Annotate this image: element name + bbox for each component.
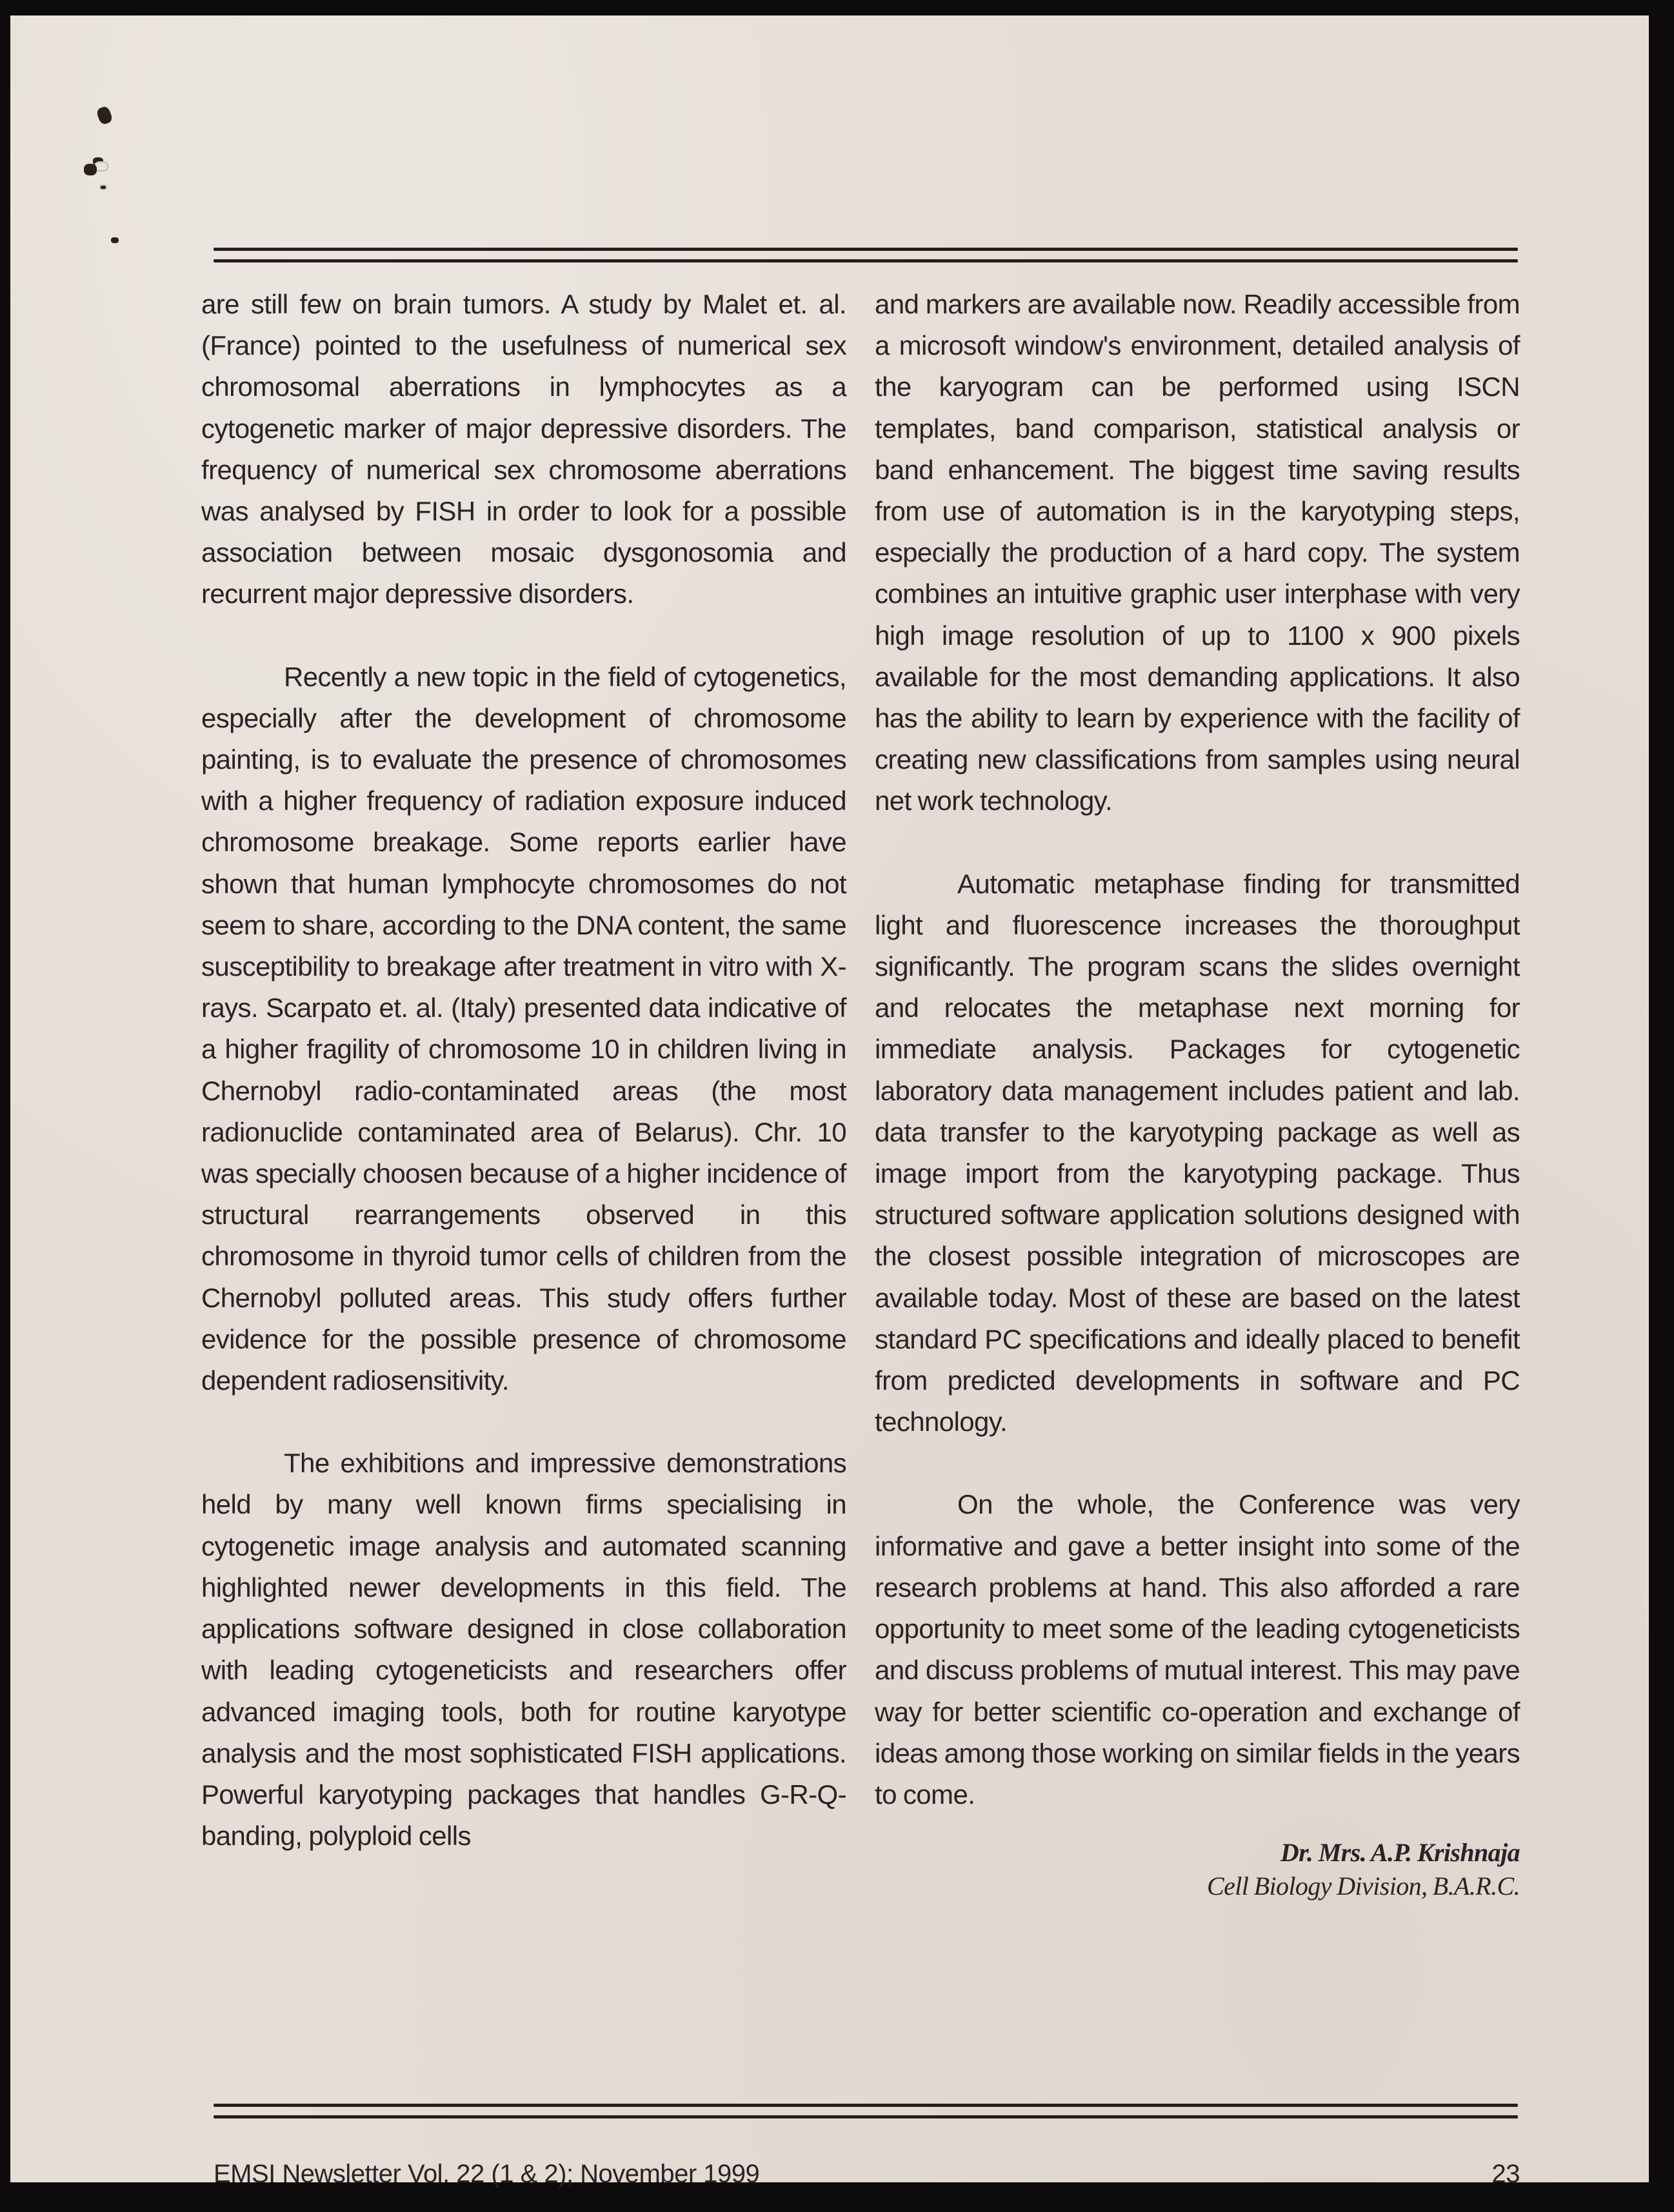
paragraph: Automatic metaphase finding for transmitted light and fluorescence increases the thoroughput significantly. The program scans the slides overnight and relocates the metaphase next morning for immediate analysis. Packages for cytogenetic laboratory data management includes patient and lab. data transfer to the karyotyping package as well as image import from the karyotyping package. Thus structured software application solutions designed with the closest possible integration of microscopes are available today. Most of these are based on the latest standard PC specifications and ideally placed to benefit from predicted developments in software and PC technology. bbox=[875, 868, 1520, 1437]
paper-damage-mark bbox=[99, 184, 107, 190]
footer-double-rule bbox=[214, 2104, 1518, 2118]
page-number: 23 bbox=[1491, 2160, 1520, 2188]
publication-info: EMSI Newsletter Vol. 22 (1 & 2); November 1999 bbox=[214, 2160, 760, 2188]
paragraph: are still few on brain tumors. A study by Malet et. al. (France) pointed to the usefulness of numerical sex chromosomal aberrations in lymphocytes as a cytogenetic marker of major depressive disorders. The frequency of numerical sex chromosome aberrations was analysed by FISH in order to look for a possible association between mosaic dysgonosomia and recurrent major depressive disorders. bbox=[201, 289, 846, 609]
page-footer bbox=[214, 2160, 1520, 2189]
paper-damage-mark bbox=[95, 105, 114, 125]
paragraph: On the whole, the Conference was very informative and gave a better insight into some of the research problems at hand. This also afforded a rare opportunity to meet some of the leading cytogeneticists and discuss problems of mutual interest. This may pave way for better scientific co-operation and exchange of ideas among those working on similar fields in the years to come. bbox=[875, 1489, 1520, 1810]
paper-damage-mark bbox=[84, 164, 97, 175]
rule-line bbox=[214, 259, 1518, 262]
left-column bbox=[201, 284, 846, 1898]
paragraph: and markers are available now. Readily accessible from a microsoft window's environment, detailed analysis of the karyogram can be performed using ISCN templates, band comparison, statistical analysis or band enhancement. The biggest time saving results from use of automation is in the karyotyping steps, especially the production of a hard copy. The system combines an intuitive graphic user interphase with very high image resolution of up to 1100 x 900 pixels available for the most demanding applications. It also has the ability to learn by experience with the facility of creating new classifications from samples using neural net work technology. bbox=[875, 289, 1520, 816]
page bbox=[10, 15, 1649, 2188]
author-affiliation: Cell Biology Division, B.A.R.C. bbox=[1206, 1871, 1520, 1901]
author-name: Dr. Mrs. A.P. Krishnaja bbox=[1280, 1838, 1520, 1868]
paragraph: Recently a new topic in the field of cytogenetics, especially after the development of chromosome painting, is to evaluate the presence of chromosomes with a higher frequency of radiation exposure induced chromosome breakage. Some reports earlier have shown that human lymphocyte chromosomes do not seem to share, according to the DNA content, the same susceptibility to breakage after treatment in vitro with X-rays. Scarpato et. al. (Italy) presented data indicative of a higher fragility of chromosome 10 in children living in Chernobyl radio-contaminated areas (the most radionuclide contaminated area of Belarus). Chr. 10 was specially choosen because of a higher incidence of structural rearrangements observed in this chromosome in thyroid tumor cells of children from the Chernobyl polluted areas. This study offers further evidence for the possible presence of chromosome dependent radiosensitivity. bbox=[201, 661, 846, 1396]
rule-line bbox=[214, 2115, 1518, 2118]
author-signature bbox=[875, 1836, 1520, 1903]
paragraph: The exhibitions and impressive demonstrations held by many well known firms specialising in cytogenetic image analysis and automated scanning highlighted newer developments in this field. The applications software designed in close collaboration with leading cytogeneticists and researchers offer advanced imaging tools, both for routine karyotype analysis and the most sophisticated FISH applications. Powerful karyotyping packages that handles G-R-Q-banding, polyploid cells bbox=[201, 1448, 846, 1852]
header-double-rule bbox=[214, 248, 1518, 262]
paper-damage-mark bbox=[111, 237, 119, 243]
right-column bbox=[875, 284, 1520, 1903]
